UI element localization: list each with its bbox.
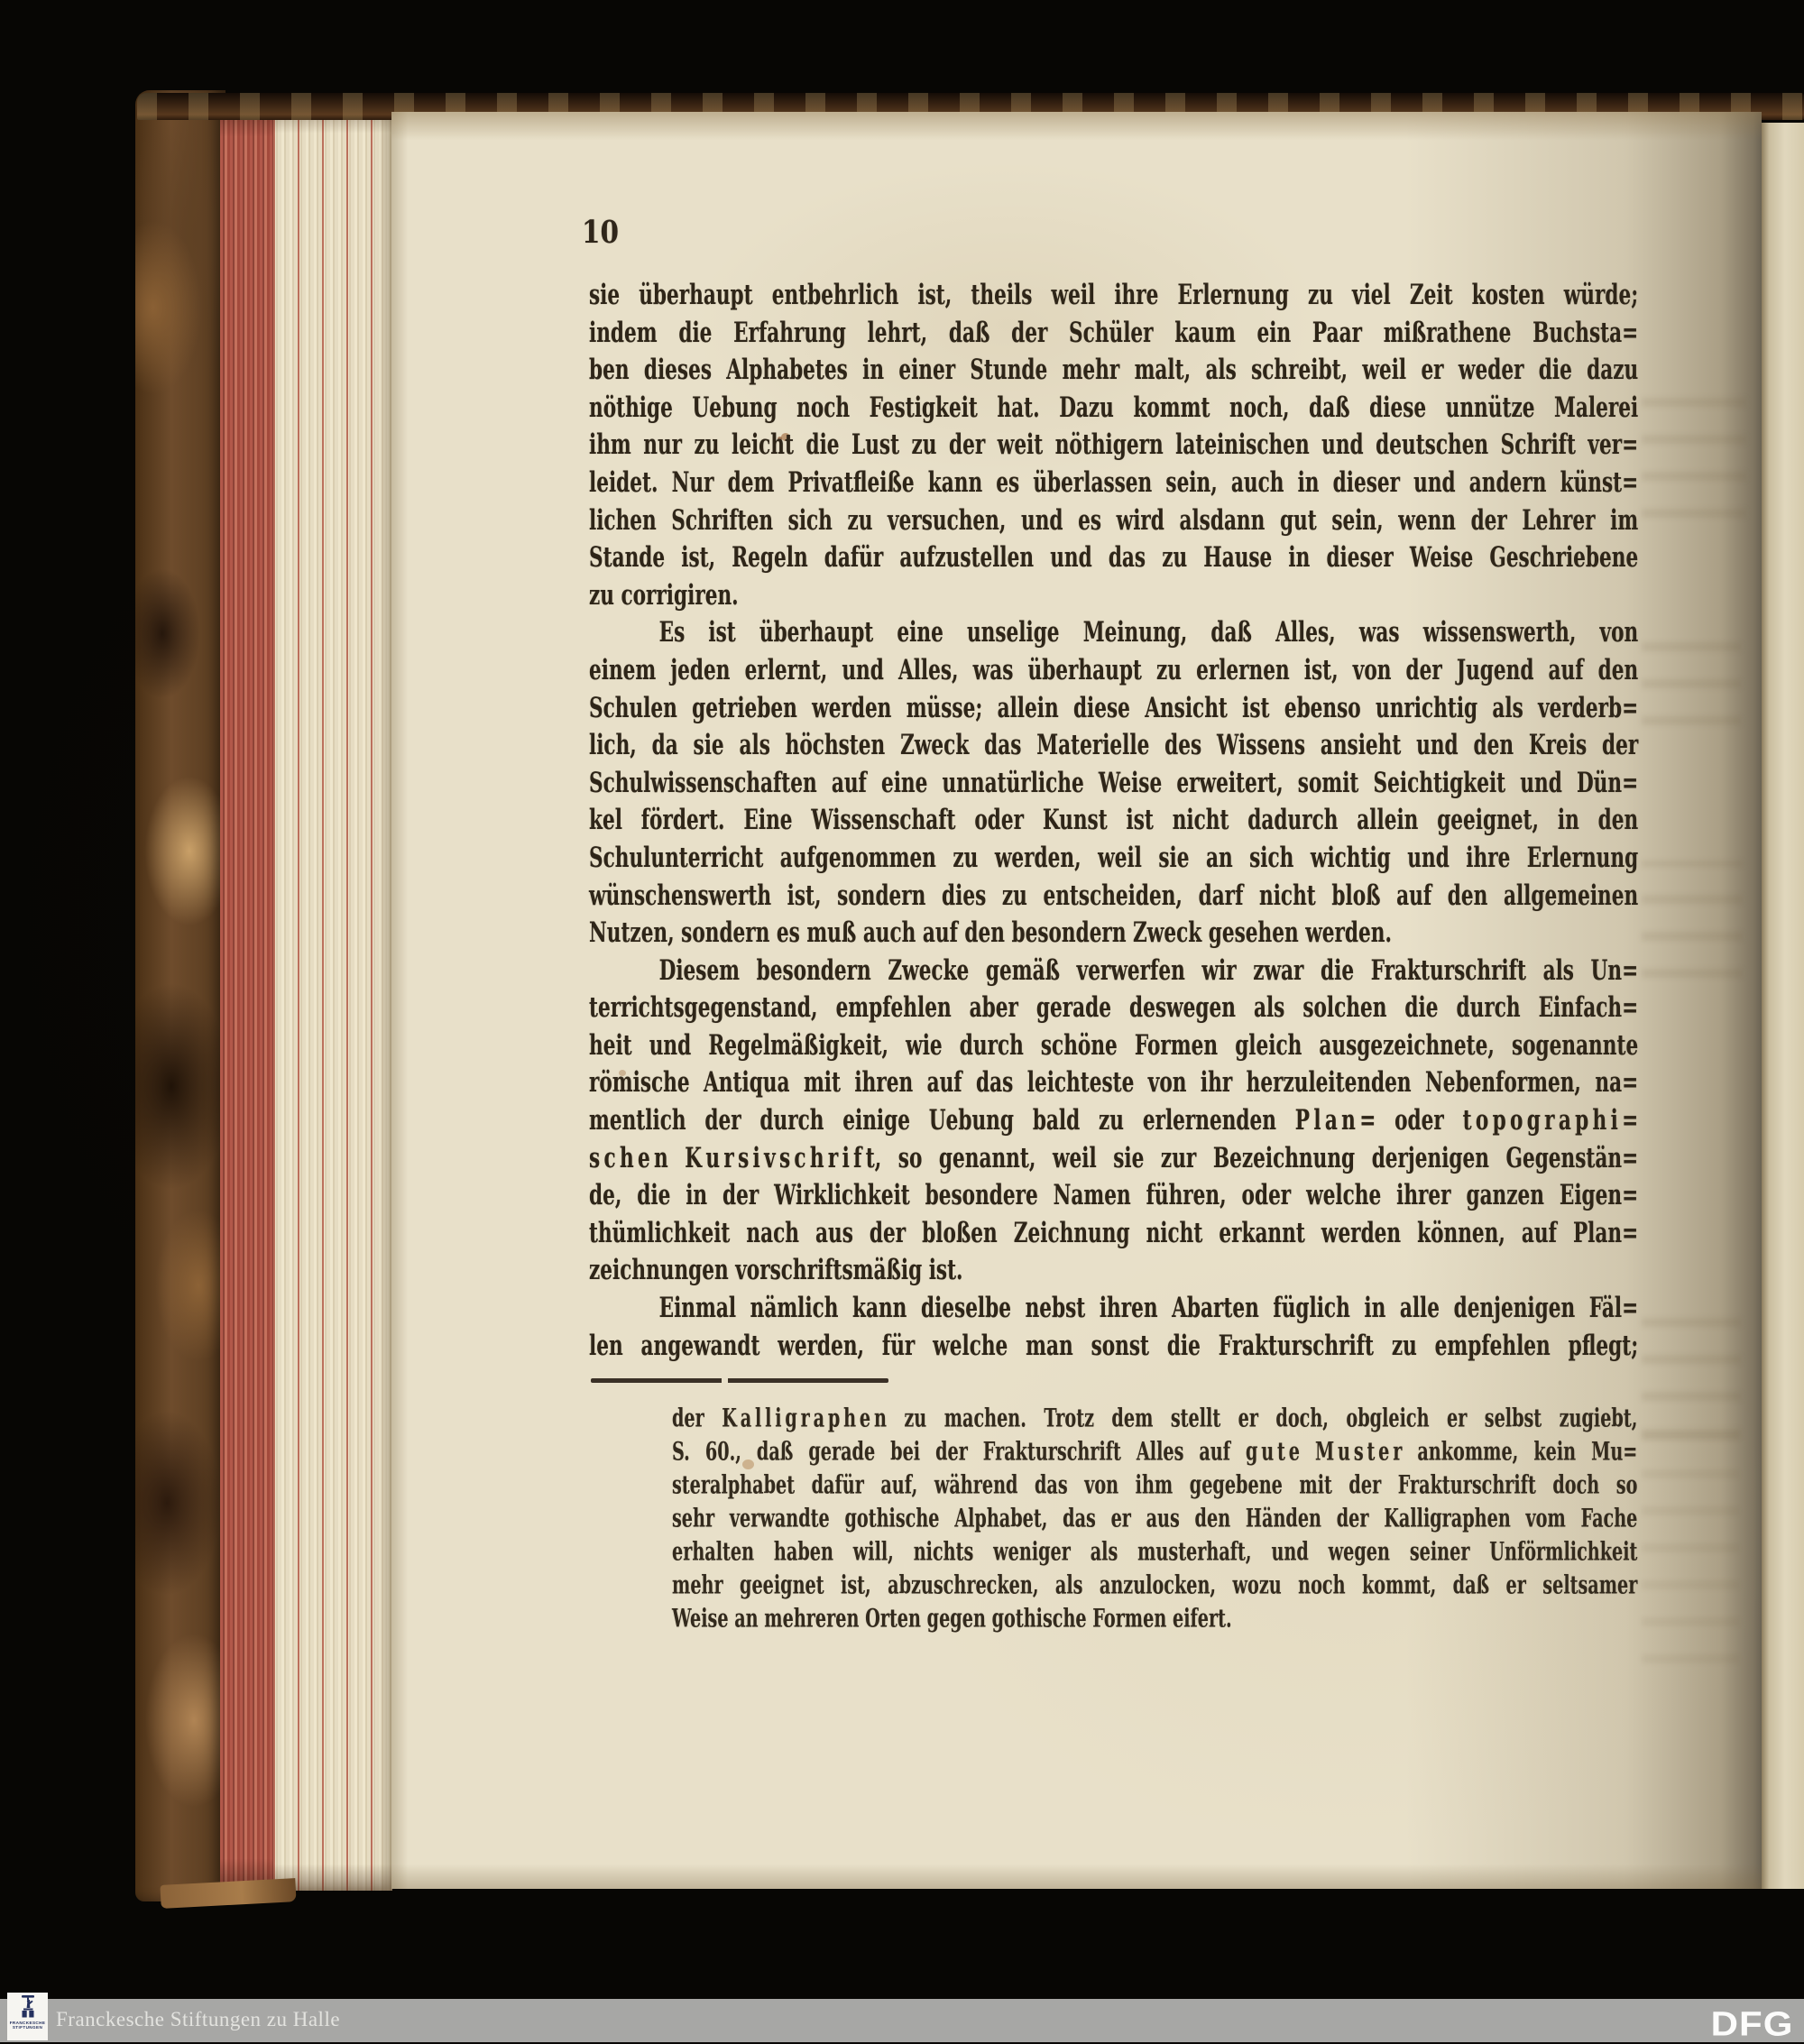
page-showthrough xyxy=(1642,617,1741,725)
text-line: terrichtsgegenstand, empfehlen aber gerade deswegen als solchen die durch Einfach= xyxy=(589,991,1639,1025)
text-line: sie überhaupt entbehrlich ist, theils weil ihre Erlernung zu viel Zeit kosten würde; xyxy=(589,279,1639,312)
page-showthrough xyxy=(1642,1429,1739,1663)
page-showthrough xyxy=(1642,391,1746,518)
paragraph xyxy=(589,277,1638,614)
text-line: de, die in der Wirklichkeit besondere Namen führen, oder welche ihrer ganzen Eigen= xyxy=(589,1179,1639,1212)
footer-bar xyxy=(0,1999,1804,2042)
text-line: wünschenswerth ist, sondern dies zu entscheiden, darf nicht bloß auf den allgemeinen xyxy=(589,879,1639,912)
page-showthrough xyxy=(1642,1303,1741,1438)
text-line: Nutzen, sondern es muß auch auf den besondern Zweck gesehen werden. xyxy=(589,916,1392,950)
text-line: einem jeden erlernt, und Alles, was überhaupt zu erlernen ist, von der Jugend auf den xyxy=(589,654,1639,687)
text-line: Schulen getrieben werden müsse; allein diese Ansicht ist ebenso unrichtig als verderb= xyxy=(589,692,1639,724)
text-line: indem die Erfahrung lehrt, daß der Schüler kaum ein Paar mißrathene Buchsta= xyxy=(589,317,1639,349)
franckesche-stiftungen-logo xyxy=(7,1993,48,2040)
text-line: leidet. Nur dem Privatfleiße kann es überlassen sein, auch in dieser und andern künst= xyxy=(589,466,1639,500)
paragraph xyxy=(589,614,1638,952)
logo-text-line2: STIFTUNGEN xyxy=(12,2025,43,2030)
text-line: römische Antiqua mit ihren auf das leichteste von ihr herzuleitenden Nebenformen, na= xyxy=(589,1067,1639,1100)
paragraph xyxy=(589,953,1638,1290)
text-line: s c h e n K u r s i v s c h r i f t, so genannt, weil sie zur Bezeichnung derjenigen Gegenstän= xyxy=(589,1142,1639,1174)
logo-text-line1: FRANCKESCHE xyxy=(9,2021,46,2025)
text-line: Einmal nämlich kann dieselbe nebst ihren Abarten füglich in alle denjenigen Fäl= xyxy=(658,1292,1639,1325)
text-line: lichen Schriften sich zu versuchen, und es wird alsdann gut sein, wenn der Lehrer im xyxy=(589,504,1639,537)
text-line: lich, da sie als höchsten Zweck das Materielle des Wissens ansieht und den Kreis der xyxy=(589,729,1639,762)
footnote-separator-rule xyxy=(591,1378,888,1383)
footnote-line: der K a l l i g r a p h e n zu machen. Trotz dem stellt er doch, obgleich er selbst zugiebt, xyxy=(672,1402,1638,1433)
footnote-line: Weise an mehreren Orten gegen gothische Formen eifert. xyxy=(672,1602,1232,1634)
text-line: nöthige Uebung noch Festigkeit hat. Dazu kommt noch, daß diese unnütze Malerei xyxy=(589,391,1639,425)
footnote-line: S. 60., daß gerade bei der Frakturschrift Alles auf g u t e M u s t e r ankomme, kein Mu= xyxy=(672,1435,1638,1467)
text-line: Schulwissenschaften auf eine unnatürliche Weise erweitert, somit Seichtigkeit und Dün= xyxy=(589,767,1639,799)
text-line: ihm nur zu leicht die Lust zu der weit nöthigern lateinischen und deutschen Schrift ver= xyxy=(589,429,1639,462)
footnote-block xyxy=(672,1401,1637,1634)
text-line: Schulunterricht aufgenommen zu werden, weil sie an sich wichtig und ihre Erlernung xyxy=(589,842,1639,875)
book-page-stack-edges xyxy=(273,106,392,1891)
facing-page-sliver xyxy=(1762,123,1804,1889)
text-line: kel fördert. Eine Wissenschaft oder Kunst ist nicht dadurch allein geeignet, in den xyxy=(589,804,1639,837)
footnote-line: sehr verwandte gothische Alphabet, das er aus den Händen der Kalligraphen vom Fache xyxy=(672,1502,1638,1533)
text-line: Diesem besondern Zwecke gemäß verwerfen wir zwar die Frakturschrift als Un= xyxy=(658,954,1639,987)
text-line: zu corrigiren. xyxy=(589,579,739,612)
institution-title: Franckesche Stiftungen zu Halle xyxy=(56,2008,341,2030)
footnote-line: steralphabet dafür auf, während das von ihm gegebene mit der Frakturschrift doch so xyxy=(672,1469,1638,1500)
text-line: Stande ist, Regeln dafür aufzustellen und das zu Hause in dieser Weise Geschriebene xyxy=(589,541,1639,575)
text-line: zeichnungen vorschriftsmäßig ist. xyxy=(589,1255,963,1287)
book-cover-marbled-edge xyxy=(135,90,226,1901)
page-text-block xyxy=(589,277,1638,1365)
page-showthrough xyxy=(1642,861,1743,978)
text-line: len angewandt werden, für welche man sonst die Frakturschrift zu empfehlen pflegt; xyxy=(589,1330,1639,1362)
text-line: ben dieses Alphabetes in einer Stunde mehr malt, als schreibt, weil er weder die dazu xyxy=(589,354,1639,387)
page-number: 10 xyxy=(582,214,619,252)
dfg-logo: DFG xyxy=(1710,2005,1793,2043)
paragraph xyxy=(589,1290,1638,1365)
statue-icon xyxy=(18,1995,38,2019)
text-line: thümlichkeit nach aus der bloßen Zeichnung nicht erkannt werden können, auf Plan= xyxy=(589,1217,1639,1250)
text-line: mentlich der durch einige Uebung bald zu erlernenden P l a n = oder t o p o g r a p h i = xyxy=(589,1104,1639,1137)
book-red-page-edges xyxy=(220,101,274,1894)
text-line: Es ist überhaupt eine unselige Meinung, daß Alles, was wissenswerth, von xyxy=(658,616,1639,649)
footnote-line: mehr geeignet ist, abzuschrecken, als anzulocken, wozu noch kommt, daß er seltsamer xyxy=(672,1569,1638,1600)
text-line: heit und Regelmäßigkeit, wie durch schöne Formen gleich ausgezeichnete, sogenannte xyxy=(589,1029,1639,1063)
footnote-line: erhalten haben will, nichts weniger als musterhaft, und wegen seiner Unförmlichkeit xyxy=(672,1535,1638,1567)
